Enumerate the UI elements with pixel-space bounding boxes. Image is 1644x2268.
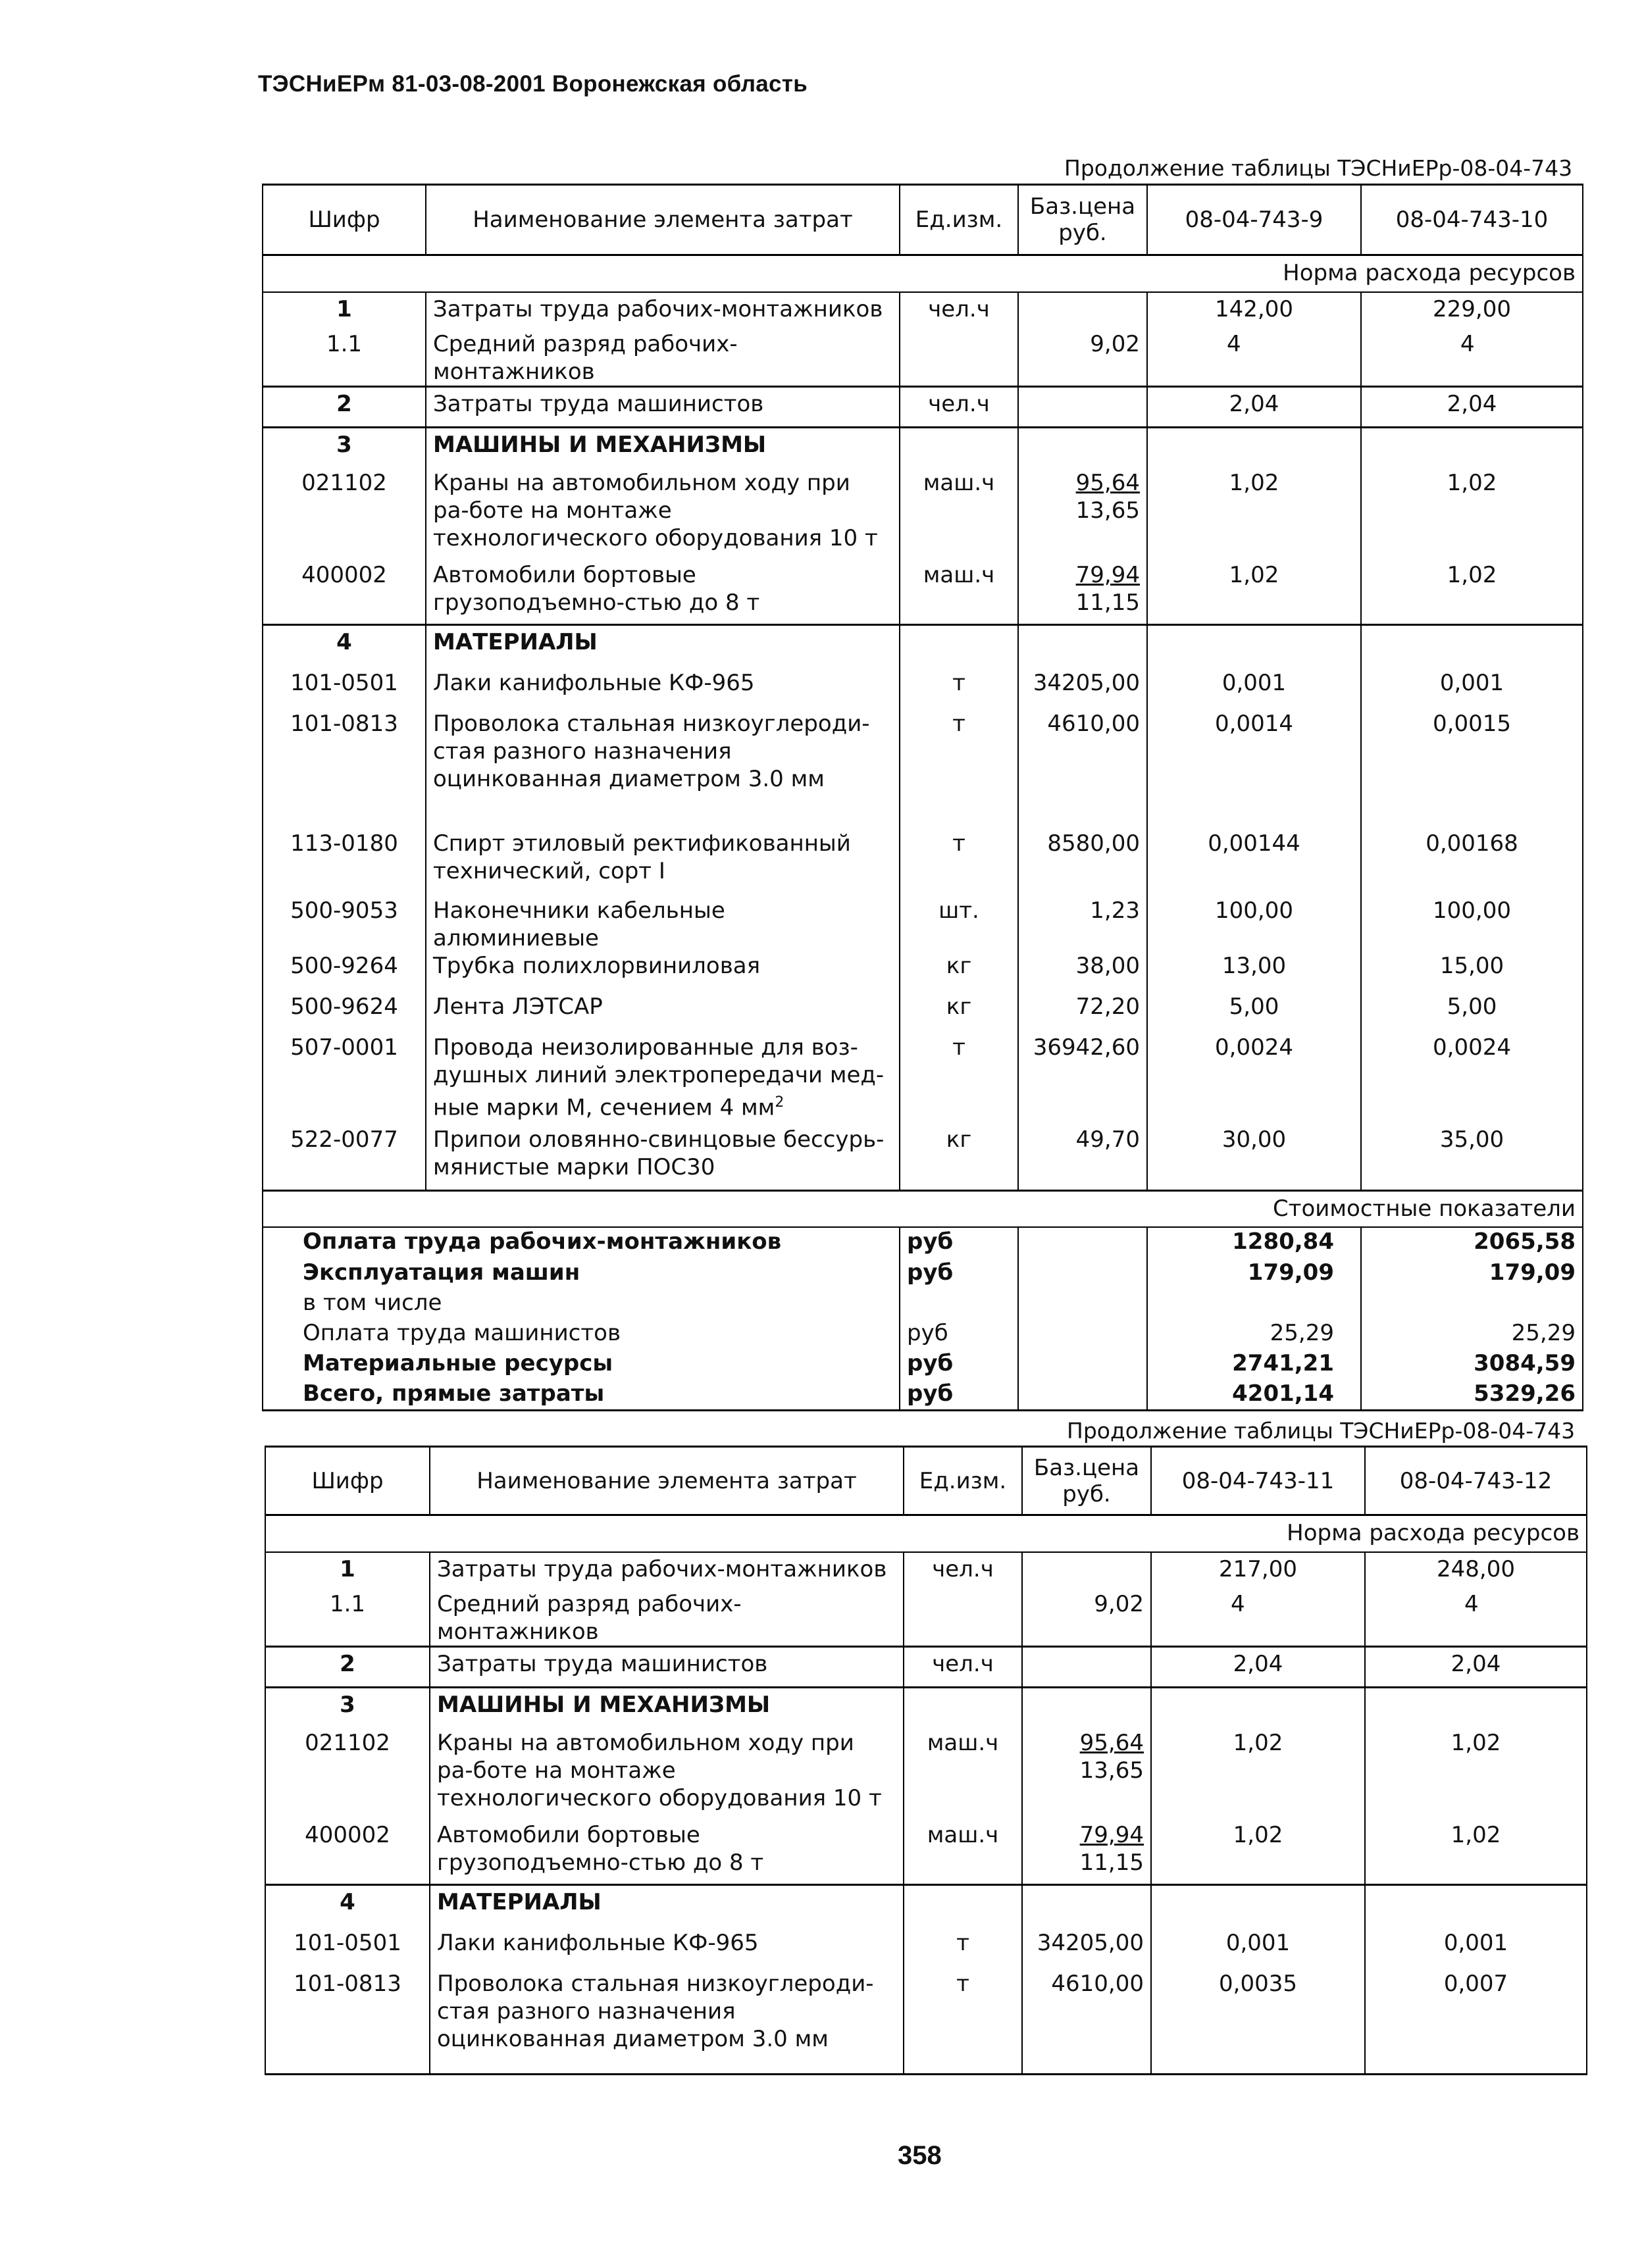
col-header-code: Шифр <box>265 1447 430 1515</box>
row-price <box>1022 1552 1151 1590</box>
row-name: Автомобили бортовые грузоподъемно-стью до 8 т <box>426 561 900 624</box>
row-code: 400002 <box>263 561 426 624</box>
table-2-caption: Продолжение таблицы ТЭСНиЕРр-08-04-743 <box>1067 1418 1576 1444</box>
table-1-header-row <box>263 185 1583 255</box>
row-code: 021102 <box>263 469 426 561</box>
row-code: 021102 <box>265 1729 430 1821</box>
cost-value-2: 5329,26 <box>1361 1380 1583 1410</box>
row-value-2: 1,02 <box>1365 1821 1587 1884</box>
row-name: Спирт этиловый ректификованный технический, сорт I <box>426 830 900 897</box>
row-value-2: 4 <box>1361 330 1583 387</box>
col-header-value-2: 08-04-743-12 <box>1365 1447 1587 1515</box>
row-value-1: 4 <box>1151 1590 1365 1647</box>
row-code: 3 <box>263 427 426 469</box>
table-row <box>265 1970 1587 2074</box>
row-name: Проволока стальная низкоуглероди-стая разного назначения оцинкованная диаметром 3.0 мм <box>430 1970 904 2074</box>
col-header-value-2: 08-04-743-10 <box>1361 185 1583 255</box>
row-value-2: 0,00168 <box>1361 830 1583 897</box>
row-value-1: 0,0035 <box>1151 1970 1365 2074</box>
row-value-1: 1,02 <box>1147 469 1361 561</box>
row-code: 3 <box>265 1687 430 1729</box>
row-value-1: 1,02 <box>1147 561 1361 624</box>
cost-name: в том числе <box>263 1289 900 1319</box>
row-price-secondary: 13,65 <box>1079 1757 1144 1784</box>
row-price: 4610,00 <box>1022 1970 1151 2074</box>
row-code: 2 <box>263 386 426 427</box>
row-name: МАТЕРИАЛЫ <box>426 624 900 669</box>
row-code: 400002 <box>265 1821 430 1884</box>
row-unit: маш.ч <box>904 1821 1022 1884</box>
row-unit: т <box>900 669 1018 710</box>
cost-value-2: 3084,59 <box>1361 1349 1583 1380</box>
table-row <box>265 1821 1587 1884</box>
table-row <box>263 710 1583 830</box>
row-unit: чел.ч <box>900 386 1018 427</box>
table-row <box>265 1729 1587 1821</box>
row-price: 38,00 <box>1018 952 1147 993</box>
norm-section-label: Норма расхода ресурсов <box>263 255 1583 292</box>
table-row <box>265 1884 1587 1929</box>
row-value-2: 0,0015 <box>1361 710 1583 830</box>
row-value-1: 142,00 <box>1147 292 1361 330</box>
cost-name: Оплата труда машинистов <box>263 1319 900 1349</box>
table-row <box>263 330 1583 387</box>
page-number: 358 <box>898 2141 942 2170</box>
cost-name: Эксплуатация машин <box>263 1259 900 1289</box>
cost-value-1: 4201,14 <box>1147 1380 1361 1410</box>
row-unit: кг <box>900 1126 1018 1190</box>
row-value-1: 2,04 <box>1147 386 1361 427</box>
row-name: Лаки канифольные КФ-965 <box>426 669 900 710</box>
norm-section-label: Норма расхода ресурсов <box>265 1515 1587 1552</box>
row-unit: чел.ч <box>904 1552 1022 1590</box>
row-price: 9,02 <box>1018 330 1147 387</box>
row-value-1: 1,02 <box>1151 1729 1365 1821</box>
row-unit: маш.ч <box>904 1729 1022 1821</box>
row-value-2: 1,02 <box>1365 1729 1587 1821</box>
cost-value-1: 25,29 <box>1147 1319 1361 1349</box>
row-code: 500-9053 <box>263 897 426 952</box>
row-code: 1.1 <box>263 330 426 387</box>
row-unit: т <box>904 1970 1022 2074</box>
row-unit <box>900 330 1018 387</box>
row-name: Краны на автомобильном ходу при ра-боте на монтаже технологического оборудования 10 т <box>430 1729 904 1821</box>
row-code: 101-0813 <box>263 710 426 830</box>
row-name: Затраты труда рабочих-монтажников <box>430 1552 904 1590</box>
cost-value-1: 179,09 <box>1147 1259 1361 1289</box>
row-unit: маш.ч <box>900 561 1018 624</box>
row-unit: т <box>900 710 1018 830</box>
table-row <box>263 897 1583 952</box>
row-name: МАТЕРИАЛЫ <box>430 1884 904 1929</box>
table-row <box>263 469 1583 561</box>
row-code: 101-0813 <box>265 1970 430 2074</box>
row-code: 2 <box>265 1646 430 1687</box>
cost-unit: руб <box>900 1227 1018 1259</box>
table-row <box>265 1929 1587 1970</box>
table-row <box>263 952 1583 993</box>
row-value-2: 100,00 <box>1361 897 1583 952</box>
row-code: 500-9624 <box>263 993 426 1034</box>
col-header-name: Наименование элемента затрат <box>426 185 900 255</box>
row-value-1: 0,001 <box>1151 1929 1365 1970</box>
row-price: 34205,00 <box>1018 669 1147 710</box>
row-code: 1 <box>263 292 426 330</box>
cost-unit: руб <box>900 1349 1018 1380</box>
table-row <box>263 1034 1583 1126</box>
row-name: Затраты труда машинистов <box>430 1646 904 1687</box>
table-1-caption: Продолжение таблицы ТЭСНиЕРр-08-04-743 <box>1064 155 1573 181</box>
cost-name: Оплата труда рабочих-монтажников <box>263 1227 900 1259</box>
row-price: 8580,00 <box>1018 830 1147 897</box>
row-value-1: 217,00 <box>1151 1552 1365 1590</box>
row-name-superscript: 2 <box>775 1094 784 1111</box>
document-header: ТЭСНиЕРм 81-03-08-2001 Воронежская область <box>258 71 808 97</box>
row-price: 9,02 <box>1022 1590 1151 1647</box>
cost-row <box>263 1289 1583 1319</box>
table-row <box>265 1590 1587 1647</box>
table-2-header-row <box>265 1447 1587 1515</box>
row-code: 1 <box>265 1552 430 1590</box>
table-row <box>265 1552 1587 1590</box>
row-name: Лаки канифольные КФ-965 <box>430 1929 904 1970</box>
col-header-value-1: 08-04-743-9 <box>1147 185 1361 255</box>
cost-unit: руб <box>900 1259 1018 1289</box>
row-value-1: 0,00144 <box>1147 830 1361 897</box>
row-price: 49,70 <box>1018 1126 1147 1190</box>
row-name: Лента ЛЭТСАР <box>426 993 900 1034</box>
col-header-code: Шифр <box>263 185 426 255</box>
row-unit <box>904 1590 1022 1647</box>
cost-section-label: Стоимостные показатели <box>263 1190 1583 1227</box>
cost-value-1: 2741,21 <box>1147 1349 1361 1380</box>
row-code: 4 <box>263 624 426 669</box>
row-value-2: 0,007 <box>1365 1970 1587 2074</box>
table-row <box>263 427 1583 469</box>
row-name: Наконечники кабельные алюминиевые <box>426 897 900 952</box>
row-value-1: 1,02 <box>1151 1821 1365 1884</box>
table-row <box>263 1126 1583 1190</box>
cost-row <box>263 1259 1583 1289</box>
row-unit: т <box>900 1034 1018 1126</box>
row-price <box>1018 386 1147 427</box>
row-price <box>1018 292 1147 330</box>
row-value-2: 2,04 <box>1365 1646 1587 1687</box>
row-code: 507-0001 <box>263 1034 426 1126</box>
cost-value-2: 25,29 <box>1361 1319 1583 1349</box>
row-code: 1.1 <box>265 1590 430 1647</box>
row-value-2: 35,00 <box>1361 1126 1583 1190</box>
row-unit: кг <box>900 952 1018 993</box>
row-code: 500-9264 <box>263 952 426 993</box>
row-value-2: 2,04 <box>1361 386 1583 427</box>
row-value-2: 4 <box>1365 1590 1587 1647</box>
row-unit: чел.ч <box>900 292 1018 330</box>
row-unit: шт. <box>900 897 1018 952</box>
row-name: Краны на автомобильном ходу при ра-боте на монтаже технологического оборудования 10 т <box>426 469 900 561</box>
row-value-2: 0,001 <box>1365 1929 1587 1970</box>
row-price: 36942,60 <box>1018 1034 1147 1126</box>
row-name: Средний разряд рабочих-монтажников <box>426 330 900 387</box>
col-header-unit: Ед.изм. <box>900 185 1018 255</box>
row-price: 72,20 <box>1018 993 1147 1034</box>
row-value-1: 0,001 <box>1147 669 1361 710</box>
row-value-2: 229,00 <box>1361 292 1583 330</box>
table-row <box>263 669 1583 710</box>
row-value-2: 0,001 <box>1361 669 1583 710</box>
row-unit: маш.ч <box>900 469 1018 561</box>
row-price: 1,23 <box>1018 897 1147 952</box>
row-value-1: 0,0024 <box>1147 1034 1361 1126</box>
row-value-2: 1,02 <box>1361 561 1583 624</box>
row-price-secondary: 11,15 <box>1079 1850 1144 1876</box>
row-price: 79,94 <box>1079 1822 1144 1848</box>
row-name: Проволока стальная низкоуглероди-стая разного назначения оцинкованная диаметром 3.0 мм <box>426 710 900 830</box>
row-price: 95,64 <box>1079 1730 1144 1756</box>
row-unit: чел.ч <box>904 1646 1022 1687</box>
row-code: 522-0077 <box>263 1126 426 1190</box>
row-code: 101-0501 <box>265 1929 430 1970</box>
table-row <box>263 993 1583 1034</box>
row-unit: кг <box>900 993 1018 1034</box>
row-value-1: 2,04 <box>1151 1646 1365 1687</box>
row-name: Автомобили бортовые грузоподъемно-стью до 8 т <box>430 1821 904 1884</box>
row-value-1: 0,0014 <box>1147 710 1361 830</box>
table-1 <box>262 184 1583 1411</box>
col-header-price: Баз.цена руб. <box>1022 1447 1151 1515</box>
col-header-price: Баз.цена руб. <box>1018 185 1147 255</box>
cost-value-2: 179,09 <box>1361 1259 1583 1289</box>
cost-unit: руб <box>900 1319 1018 1349</box>
row-unit: т <box>900 830 1018 897</box>
cost-row <box>263 1349 1583 1380</box>
cost-row <box>263 1380 1583 1410</box>
row-value-1: 5,00 <box>1147 993 1361 1034</box>
row-value-1: 13,00 <box>1147 952 1361 993</box>
row-price: 34205,00 <box>1022 1929 1151 1970</box>
table-row <box>265 1687 1587 1729</box>
table-row <box>263 292 1583 330</box>
row-value-1: 4 <box>1147 330 1361 387</box>
table-row <box>263 561 1583 624</box>
col-header-unit: Ед.изм. <box>904 1447 1022 1515</box>
cost-row <box>263 1319 1583 1349</box>
cost-row <box>263 1227 1583 1259</box>
row-code: 4 <box>265 1884 430 1929</box>
cost-name: Материальные ресурсы <box>263 1349 900 1380</box>
row-name: Средний разряд рабочих-монтажников <box>430 1590 904 1647</box>
row-price-secondary: 11,15 <box>1075 590 1140 616</box>
row-value-2: 248,00 <box>1365 1552 1587 1590</box>
cost-name: Всего, прямые затраты <box>263 1380 900 1410</box>
row-unit: т <box>904 1929 1022 1970</box>
row-code: 113-0180 <box>263 830 426 897</box>
row-name: Затраты труда рабочих-монтажников <box>426 292 900 330</box>
table-row <box>263 830 1583 897</box>
cost-value-2: 2065,58 <box>1361 1227 1583 1259</box>
col-header-value-1: 08-04-743-11 <box>1151 1447 1365 1515</box>
row-value-2: 1,02 <box>1361 469 1583 561</box>
row-price: 95,64 <box>1075 470 1140 496</box>
row-value-2: 0,0024 <box>1361 1034 1583 1126</box>
cost-value-1: 1280,84 <box>1147 1227 1361 1259</box>
row-name: МАШИНЫ И МЕХАНИЗМЫ <box>430 1687 904 1729</box>
row-name: Трубка полихлорвиниловая <box>426 952 900 993</box>
row-name: Припои оловянно-свинцовые бессурь-мянистые марки ПОС30 <box>426 1126 900 1190</box>
row-price: 4610,00 <box>1018 710 1147 830</box>
row-name: Провода неизолированные для воз-душных линий электропередачи мед-ные марки М, сечением 4 мм <box>433 1034 885 1121</box>
row-value-1: 100,00 <box>1147 897 1361 952</box>
cost-unit: руб <box>900 1380 1018 1410</box>
table-row <box>265 1646 1587 1687</box>
table-row <box>263 386 1583 427</box>
row-value-1: 30,00 <box>1147 1126 1361 1190</box>
table-2 <box>265 1446 1587 2075</box>
col-header-name: Наименование элемента затрат <box>430 1447 904 1515</box>
row-name: Затраты труда машинистов <box>426 386 900 427</box>
row-name: МАШИНЫ И МЕХАНИЗМЫ <box>426 427 900 469</box>
row-price <box>1022 1646 1151 1687</box>
row-value-2: 15,00 <box>1361 952 1583 993</box>
row-price-secondary: 13,65 <box>1075 497 1140 524</box>
row-code: 101-0501 <box>263 669 426 710</box>
row-value-2: 5,00 <box>1361 993 1583 1034</box>
table-row <box>263 624 1583 669</box>
row-price: 79,94 <box>1075 562 1140 588</box>
